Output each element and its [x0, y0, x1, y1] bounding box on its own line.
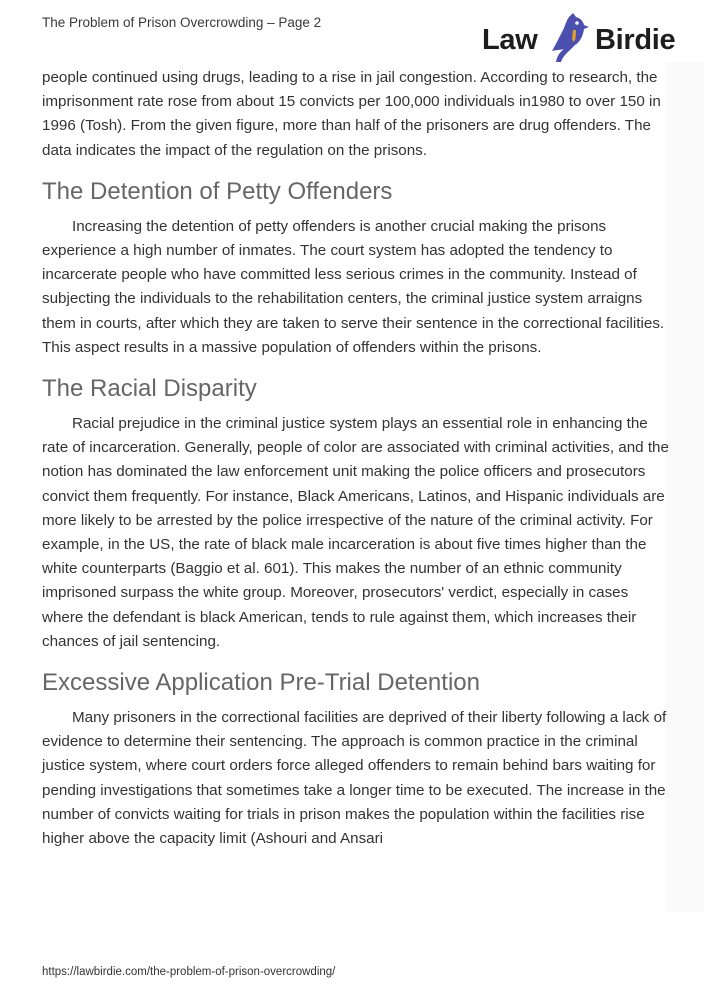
- lawbirdie-logo[interactable]: [482, 12, 692, 64]
- document-body: [42, 66, 672, 851]
- section-racial-disparity: [42, 374, 672, 654]
- bird-eye: [575, 21, 579, 25]
- section-heading: The Detention of Petty Offenders: [42, 177, 393, 205]
- running-title: The Problem of Prison Overcrowding – Page 2: [42, 15, 322, 30]
- section-paragraph: Increasing the detention of petty offenders is another crucial making the prisons experience a high number of inmates. The court system has adopted the tendency to incarcerate people who have committed less serious crimes in the community. Instead of subjecting the individuals to the rehabilitation centers, the criminal justice system arraigns them in courts, after which they are taken to serve their sentence in the correctional facilities. This aspect results in a massive population of offenders within the prisons.: [42, 217, 665, 356]
- section-petty-offenders: [42, 177, 672, 360]
- section-heading: The Racial Disparity: [42, 375, 257, 403]
- intro-paragraph: people continued using drugs, leading to a rise in jail congestion. According to research, the imprisonment rate rose from about 15 convicts per 100,000 individuals in1980 to over 150 in 1996 (Tosh). From the given figure, more than half of the prisoners are drug offenders. The data indicates the impact of the regulation on the prisons.: [42, 69, 661, 159]
- bird-body: [552, 13, 589, 62]
- logo-word-law: Law: [482, 24, 538, 56]
- logo-word-birdie: Birdie: [595, 24, 676, 56]
- section-pretrial-detention: [42, 668, 672, 851]
- footer-source-url[interactable]: https://lawbirdie.com/the-problem-of-prison-overcrowding/: [42, 966, 336, 978]
- bird-icon: [540, 12, 596, 64]
- section-heading: Excessive Application Pre-Trial Detention: [42, 669, 480, 697]
- section-paragraph: Many prisoners in the correctional facilities are deprived of their liberty following a lack of evidence to determine their sentencing. The approach is common practice in the criminal justice system, where court orders force alleged offenders to remain behind bars waiting for pending investigations that sometimes take a longer time to be executed. The increase in the number of convicts waiting for trials in prison makes the population within the facilities rise higher above the capacity limit (Ashouri and Ansari: [42, 709, 667, 848]
- section-paragraph: Racial prejudice in the criminal justice system plays an essential role in enhancing the rate of incarceration. Generally, people of color are associated with criminal activities, and the notion has dominated the law enforcement unit making the police officers and prosecutors convict them frequently. For instance, Black Americans, Latinos, and Hispanic individuals are more likely to be arrested by the police irrespective of the nature of the criminal activity. For example, in the US, the rate of black male incarceration is about five times higher than the white counterparts (Baggio et al. 601). This makes the number of an ethnic community imprisoned surpass the white group. Moreover, prosecutors' verdict, especially in cases where the defendant is black American, tends to rule against them, which increases their chances of jail sentencing.: [42, 415, 669, 650]
